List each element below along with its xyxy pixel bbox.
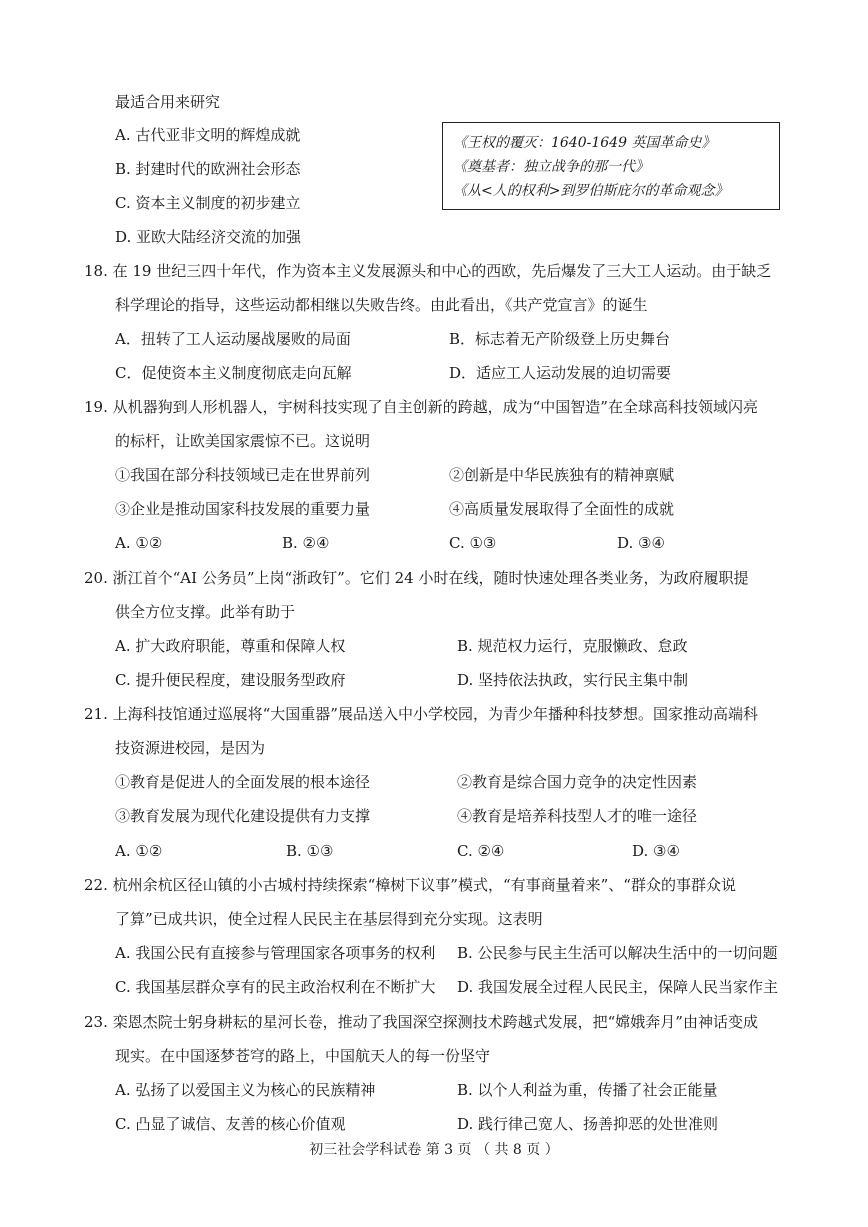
q17-book-title-3: 《从<人的权利>到罗伯斯庇尔的革命观念》 xyxy=(453,183,729,199)
q17-option-c: C. 资本主义制度的初步建立 xyxy=(115,194,301,212)
q21-statement-1: ①教育是促进人的全面发展的根本途径 xyxy=(115,773,371,791)
q17-book-title-1: 《王权的覆灭：1640-1649 英国革命史》 xyxy=(453,135,716,151)
q20-option-d: D. 坚持依法执政，实行民主集中制 xyxy=(457,671,689,689)
q22-option-b: B. 公民参与民主生活可以解决生活中的一切问题 xyxy=(457,944,778,962)
q20-stem-line-2: 供全方位支撑。此举有助于 xyxy=(115,603,296,621)
q17-stem-end: 最适合用来研究 xyxy=(115,93,221,111)
q21-statement-4: ④教育是培养科技型人才的唯一途径 xyxy=(457,807,698,825)
q19-stem-line-2: 的标杆，让欧美国家震惊不已。这说明 xyxy=(115,432,371,450)
q21-statement-3: ③教育发展为现代化建设提供有力支撑 xyxy=(115,807,371,825)
q21-option-d: D. ③④ xyxy=(632,842,680,860)
q19-stem-line-1: 19. 从机器狗到人形机器人，宇树科技实现了自主创新的跨越，成为“中国智造”在全球高科技领域闪亮 xyxy=(84,398,758,416)
page-footer: 初三社会学科试卷 第 3 页 （ 共 8 页 ） xyxy=(309,1142,559,1158)
q23-option-d: D. 践行律己宽人、扬善抑恶的处世准则 xyxy=(457,1115,719,1133)
q21-option-b: B. ①③ xyxy=(286,842,334,860)
q17-option-a: A. 古代亚非文明的辉煌成就 xyxy=(115,126,301,144)
q21-option-c: C. ②④ xyxy=(457,842,505,860)
q21-statement-2: ②教育是综合国力竞争的决定性因素 xyxy=(457,773,698,791)
q17-book-list-box xyxy=(442,122,780,210)
q23-option-a: A. 弘扬了以爱国主义为核心的民族精神 xyxy=(115,1081,376,1099)
q19-statement-1: ①我国在部分科技领域已走在世界前列 xyxy=(115,466,371,484)
q18-stem-line-1: 18. 在 19 世纪三四十年代，作为资本主义发展源头和中心的西欧，先后爆发了三大工人运动。由于缺乏 xyxy=(84,262,772,280)
q22-stem-line-1: 22. 杭州余杭区径山镇的小古城村持续探索“樟树下议事”模式，“有事商量着来”、“群众的事群众说 xyxy=(84,876,736,894)
q23-option-b: B. 以个人利益为重，传播了社会正能量 xyxy=(457,1081,718,1099)
q21-stem-line-1: 21. 上海科技馆通过巡展将“大国重器”展品送入中小学校园，为青少年播种科技梦想。国家推动高端科 xyxy=(84,705,758,723)
q19-statement-4: ④高质量发展取得了全面性的成就 xyxy=(449,500,675,518)
q18-option-d: D．适应工人运动发展的迫切需要 xyxy=(449,364,672,382)
q17-option-b: B. 封建时代的欧洲社会形态 xyxy=(115,160,301,178)
q19-option-a: A. ①② xyxy=(115,534,163,552)
q23-option-c: C. 凸显了诚信、友善的核心价值观 xyxy=(115,1115,346,1133)
q23-stem-line-2: 现实。在中国逐梦苍穹的路上，中国航天人的每一份坚守 xyxy=(115,1047,491,1065)
q18-option-b: B．标志着无产阶级登上历史舞台 xyxy=(449,330,671,348)
q20-option-a: A. 扩大政府职能，尊重和保障人权 xyxy=(115,637,346,655)
q19-option-c: C. ①③ xyxy=(449,534,497,552)
q21-option-a: A. ①② xyxy=(115,842,163,860)
q20-option-b: B. 规范权力运行，克服懒政、怠政 xyxy=(457,637,688,655)
q19-option-b: B. ②④ xyxy=(282,534,330,552)
q18-option-c: C．促使资本主义制度彻底走向瓦解 xyxy=(115,364,352,382)
q20-stem-line-1: 20. 浙江首个“AI 公务员”上岗“浙政钉”。它们 24 小时在线，随时快速处理各类业务，为政府履职提 xyxy=(84,569,749,587)
q23-stem-line-1: 23. 栾恩杰院士躬身耕耘的星河长卷，推动了我国深空探测技术跨越式发展，把“嫦娥奔月”由神话变成 xyxy=(84,1013,758,1031)
q19-statement-2: ②创新是中华民族独有的精神禀赋 xyxy=(449,466,675,484)
q19-option-d: D. ③④ xyxy=(617,534,665,552)
q20-option-c: C. 提升便民程度，建设服务型政府 xyxy=(115,671,346,689)
q19-statement-3: ③企业是推动国家科技发展的重要力量 xyxy=(115,500,371,518)
q22-option-d: D. 我国发展全过程人民民主，保障人民当家作主 xyxy=(457,978,779,996)
q21-stem-line-2: 技资源进校园，是因为 xyxy=(115,739,266,757)
q18-stem-line-2: 科学理论的指导，这些运动都相继以失败告终。由此看出，《共产党宣言》的诞生 xyxy=(115,296,648,314)
q17-option-d: D. 亚欧大陆经济交流的加强 xyxy=(115,228,302,246)
q17-book-title-2: 《奠基者：独立战争的那一代》 xyxy=(453,159,649,175)
q22-stem-line-2: 了算”已成共识，使全过程人民民主在基层得到充分实现。这表明 xyxy=(115,910,543,928)
q22-option-a: A. 我国公民有直接参与管理国家各项事务的权利 xyxy=(115,944,436,962)
q22-option-c: C. 我国基层群众享有的民主政治权利在不断扩大 xyxy=(115,978,436,996)
q18-option-a: A．扭转了工人运动屡战屡败的局面 xyxy=(115,330,351,348)
